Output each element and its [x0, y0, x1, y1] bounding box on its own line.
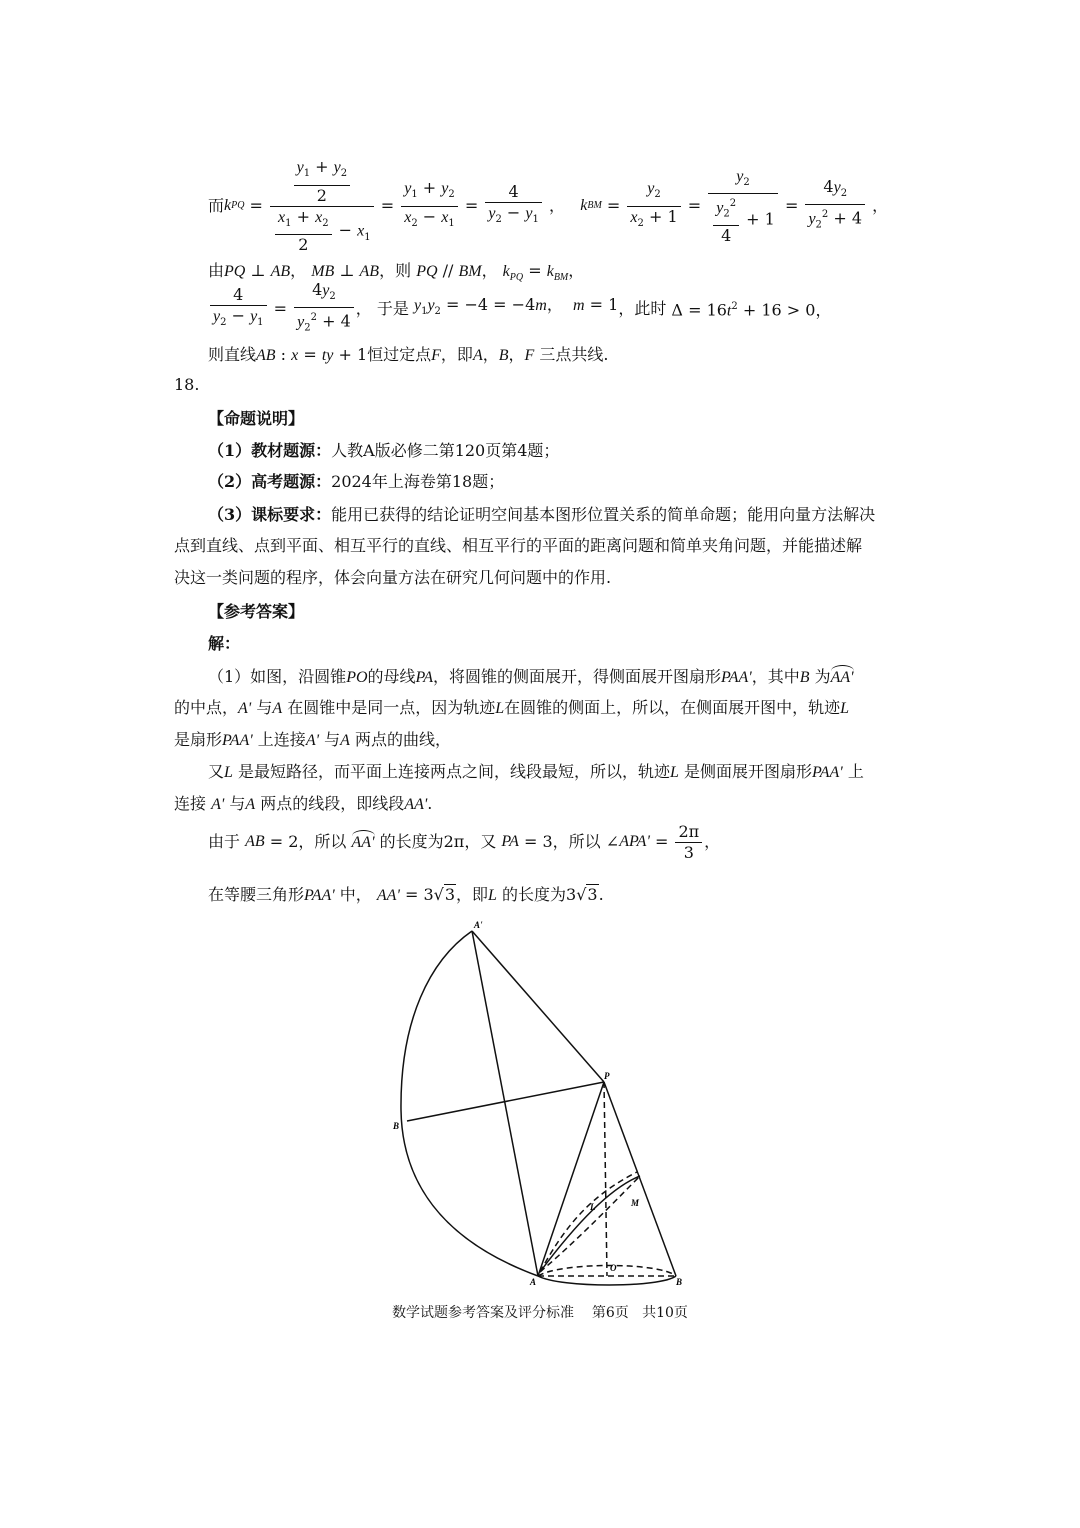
curve-L-dashed-2 [540, 1172, 637, 1272]
conclusion-prefix: 则直线 [208, 345, 257, 364]
sol-p5c: 两点的线段，即线段 [260, 794, 405, 813]
slope-formula-line: 而 k PQ = $\frac{y_1 + y_2}{2}$ $\frac{x_1 + x_2}{2}$ − $x_1$ = $\frac{y_1 + y_2}{x_2 - x_1}$ = $\frac{4}{y_2 - y_1}$ ， k BM = $\frac{y_2}{x_2 + 1}$ = $y_2$ $\frac{y_2^2}{4}$ + 1 = $\frac{4y_2}{y_2^2 + 4}$ ， [208, 157, 889, 254]
radius-P-A [538, 1082, 604, 1276]
sol-p6c: 的长度为 [379, 832, 444, 851]
sol-p2c: 在圆锥中是同一点，因为轨迹 [287, 698, 496, 717]
product-condition-line: $\frac{4}{y_2 - y_1}$ = $\frac{4y_2}{y_2^2 + 4}$ ， 于是 $y_1y_2 = -4 = -4m$， m = 1 ，此时 $\Delta = 16t^2 + 16 > 0$， [208, 287, 831, 331]
label-M: M [631, 1198, 640, 1208]
segment-B-P [407, 1082, 604, 1121]
curriculum-label: （3）课标要求： [208, 505, 332, 524]
label-B-right: B [676, 1277, 683, 1287]
sol-p6a: 由于 [208, 832, 241, 851]
cone-slant-PB [604, 1082, 676, 1276]
sol-p1a: （1）如图，沿圆锥 [208, 667, 347, 686]
fraction-midpoint-slope: $\frac{y_1 + y_2}{2}$ $\frac{x_1 + x_2}{2}$ − $x_1$ [270, 157, 374, 254]
sol-p3b: 上连接 [257, 730, 306, 749]
ci-shi: ，此时 [618, 299, 667, 318]
heading-proposition: 【命题说明】 [208, 409, 305, 428]
label-B-left: B [393, 1121, 400, 1131]
sol-p1b: 的母线 [367, 667, 416, 686]
label-A: A [530, 1277, 537, 1287]
curriculum-requirement [208, 504, 875, 526]
sol-p4b: 是最短路径，而平面上连接两点之间，线段最短，所以，轨迹 [238, 762, 671, 781]
source-textbook [208, 440, 559, 462]
sol-p2a: 的中点， [174, 698, 239, 717]
collinear-conclusion-line: 则直线AB : x = ty + 1恒过定点F，即A，B，F 三点共线. [208, 345, 609, 364]
solution-line-2: 的中点，A' 与A 在圆锥中是同一点，因为轨迹L在圆锥的侧面上，所以，在侧面展开图中，轨迹L [174, 698, 850, 717]
sol-p6b: ，所以 [298, 832, 347, 851]
radius-A-prime-P [472, 931, 604, 1082]
sol-p7c: ，即 [456, 885, 489, 904]
source-textbook-text: 人教A版必修二第120页第4题； [331, 441, 560, 460]
label-L: L [590, 1202, 596, 1212]
sol-p4d: 上 [847, 762, 864, 781]
solution-line-4: 又L 是最短路径，而平面上连接两点之间，线段最短，所以，轨迹L 是侧面展开图扇形PAA' 上 [208, 762, 864, 781]
label-P: P [604, 1071, 610, 1081]
page-footer: 数学试题参考答案及评分标准 第6页 共10页 [392, 1305, 688, 1321]
sol-p7d: 的长度为 [502, 885, 567, 904]
sol-p3c: 两点的曲线， [355, 730, 452, 749]
solution-line-5: 连接 A' 与A 两点的线段，即线段AA'. [174, 794, 433, 813]
sol-p1e: 为 [814, 667, 831, 686]
curriculum-text-1: 能用已获得的结论证明空间基本图形位置关系的简单命题；能用向量方法解决 [331, 505, 876, 524]
cone-height-PO [604, 1082, 607, 1276]
question-number: 18. [174, 375, 200, 394]
conclusion-mid: 恒过定点 [367, 345, 432, 364]
label-O: O [610, 1263, 617, 1273]
sol-p6e: ，所以 [552, 832, 601, 851]
source-gaokao [208, 471, 504, 493]
chord-A-prime-A [472, 931, 538, 1276]
sol-p5-and: 与 [229, 794, 246, 813]
curriculum-text-3: 决这一类问题的程序，体会向量方法在研究几何问题中的作用. [174, 568, 612, 587]
source-gaokao-label: （2）高考题源： [208, 472, 332, 491]
sol-p7b: 中， [339, 885, 372, 904]
sol-p7a: 在等腰三角形 [208, 885, 305, 904]
sol-p3a: 是扇形 [174, 730, 223, 749]
sol-p6d: ，又 [464, 832, 497, 851]
curriculum-text-2: 点到直线、点到平面、相互平行的直线、相互平行的平面的距离问题和简单夹角问题，并能描述解 [174, 536, 863, 555]
label-A-prime: A' [474, 920, 483, 930]
solution-line-7: 在等腰三角形PAA' 中， AA' = 3√3，即L 的长度为3√3. [208, 885, 604, 904]
cone-development-figure [380, 915, 700, 1295]
heading-answer: 【参考答案】 [208, 602, 305, 621]
conclusion-tail: 三点共线. [539, 345, 609, 364]
yu-shi: 于是 [376, 299, 409, 318]
cone-base-front [538, 1276, 676, 1285]
solution-label: 解： [208, 634, 241, 653]
sol-p5a: 连接 [174, 794, 207, 813]
sol-p3-and: 与 [324, 730, 341, 749]
source-textbook-label: （1）教材题源： [208, 441, 332, 460]
solution-line-1: （1）如图，沿圆锥PO的母线PA，将圆锥的侧面展开，得侧面展开图扇形PAA'，其中B 为AA' [208, 665, 854, 689]
slope-prefix: 而 [208, 196, 225, 215]
cond-prefix: 由 [208, 261, 225, 280]
perpendicular-condition-line: 由PQ ⊥ AB， MB ⊥ AB，则 PQ // BM， $k_{PQ} = k_{BM}$， [208, 261, 585, 284]
cond-then: ，则 [379, 261, 412, 280]
sol-p2b: 与 [256, 698, 273, 717]
sol-p4a: 又 [208, 762, 225, 781]
source-gaokao-text: 2024年上海卷第18题； [331, 472, 505, 491]
sol-p4c: 是侧面展开图扇形 [684, 762, 813, 781]
sol-p1d: ，其中 [751, 667, 800, 686]
solution-line-3: 是扇形PAA' 上连接A' 与A 两点的曲线， [174, 730, 452, 749]
sol-p2d: 在圆锥的侧面上，所以，在侧面展开图中，轨迹 [504, 698, 841, 717]
sol-p1c: ，将圆锥的侧面展开，得侧面展开图扇形 [433, 667, 722, 686]
conclusion-end: ，即 [440, 345, 473, 364]
solution-line-6: 由于 AB = 2 ，所以 AA' 的长度为 2π ，又 PA = 3 ，所以 ∠ APA' = $\frac{2\pi}{3}$ ， [208, 821, 721, 862]
